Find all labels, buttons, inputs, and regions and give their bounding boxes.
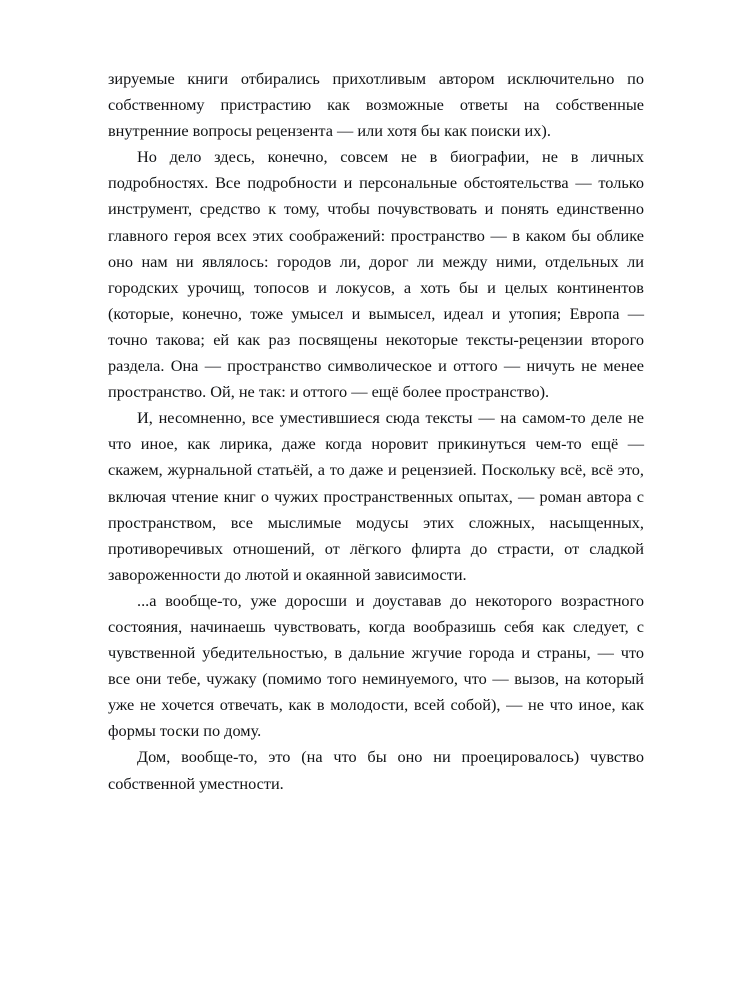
paragraph: Дом, вообще-то, это (на что бы оно ни проецировалось) чувство собственной уместности. (108, 747, 644, 793)
paragraph: зируемые книги отбирались прихотливым автором исключительно по собственному пристрастию как возможные ответы на собственные внутренние вопросы рецензента — или хотя бы как поиски их). (108, 69, 644, 141)
paragraph: Но дело здесь, конечно, совсем не в биографии, не в личных подробностях. Все подробности и персональные обстоятельства — только инструмент, средство к тому, чтобы почувствовать и понять единственно главного героя всех этих соображений: пространство — в каком бы облике оно нам ни являлось: городов ли, дорог ли между ними, отдельных ли городских урочищ, топосов и локусов, а хоть бы и целых континентов (которые, конечно, тоже умысел и вымысел, идеал и утопия; Европа — точно такова; ей как раз посвящены некоторые тексты-рецензии второго раздела. Она — пространство символическое и оттого — ничуть не менее пространство. Ой, не так: и оттого — ещё более пространство). (108, 147, 644, 402)
paragraph: И, несомненно, все уместившиеся сюда тексты — на самом-то деле не что иное, как лирика, даже когда норовит прикинуться чем-то ещё — скажем, журнальной статьёй, а то даже и рецензией. Поскольку всё, всё это, включая чтение книг о чужих пространственных опытах, — роман автора с пространством, все мыслимые модусы этих сложных, насыщенных, противоречивых отношений, от лёгкого флирта до страсти, от сладкой завороженности до лютой и окаянной зависимости. (108, 408, 644, 584)
paragraph: ...а вообще-то, уже доросши и доуставав до некоторого возрастного состояния, начинаешь чувствовать, когда вообразишь себя как следует, с чувственной убедительностью, в дальние жгучие города и страны, — что все они тебе, чужаку (помимо того неминуемого, что — вызов, на который уже не хочется отвечать, как в молодости, всей собой), — не что иное, как формы тоски по дому. (108, 590, 644, 741)
body-text-column (108, 66, 644, 797)
